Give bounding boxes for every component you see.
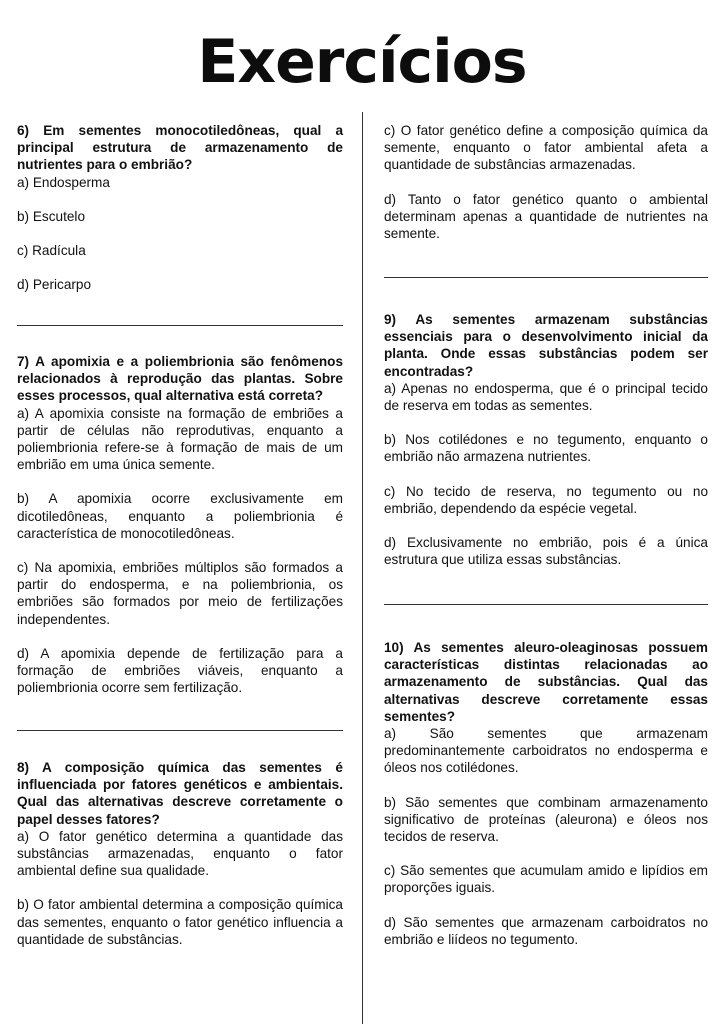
question-6 <box>17 122 343 293</box>
q7-option-b: b) A apomixia ocorre exclusivamente em dicotiledôneas, enquanto a poliembrionia é característica de monocotiledôneas. <box>17 491 343 541</box>
q6-option-d: d) Pericarpo <box>17 277 92 293</box>
q10-option-b: b) São sementes que combinam armazenamento significativo de proteínas (aleurona) e óleos nos tecidos de reserva. <box>384 794 708 845</box>
q7-option-a: a) A apomixia consiste na formação de embriões a partir de células não reprodutivas, enquanto a poliembrionia refere-se à formação de mais de um embrião em uma única semente. <box>17 405 343 473</box>
q6-option-c: c) Radícula <box>17 243 86 259</box>
question-10-text: 10) As sementes aleuro-oleaginosas possuem características distintas relacionadas ao armazenamento de substâncias. Qual das alternativas descreve corretamente essas sementes? <box>384 640 708 724</box>
question-8-text: 8) A composição química das sementes é influenciada por fatores genéticos e ambientais. Qual das alternativas descreve corretamente o papel desses fatores? <box>17 760 343 827</box>
page-title: Exercícios <box>197 27 527 97</box>
q8-option-a: a) O fator genético determina a quantidade das substâncias armazenadas, enquanto o fator ambiental define sua qualidade. <box>17 828 343 879</box>
q9-option-d: d) Exclusivamente no embrião, pois é a única estrutura que utiliza essas substâncias. <box>384 535 708 568</box>
q9-option-b: b) Nos cotilédones e no tegumento, enquanto o embrião não armazena nutrientes. <box>384 432 708 465</box>
separator-3 <box>384 277 708 278</box>
q7-option-d: d) A apomixia depende de fertilização para a formação de embriões viáveis, enquanto a poliembrionia ocorre sem fertilização. <box>17 645 343 696</box>
question-8-continued <box>384 122 708 242</box>
q6-option-b: b) Escutelo <box>17 208 86 224</box>
q8-option-c: c) O fator genético define a composição química da semente, enquanto o fator ambiental afeta a quantidade de substâncias armazenadas. <box>384 123 708 173</box>
question-6-text: 6) Em sementes monocotiledôneas, qual a principal estrutura de armazenamento de nutrientes para o embrião? <box>17 123 343 173</box>
q10-option-d: d) São sementes que armazenam carboidratos no embrião e liídeos no tegumento. <box>384 914 708 947</box>
question-7 <box>17 353 343 696</box>
question-9-text: 9) As sementes armazenam substâncias essenciais para o desenvolvimento inicial da planta. Onde essas substâncias podem ser encontradas? <box>384 312 708 379</box>
q9-option-a: a) Apenas no endosperma, que é o principal tecido de reserva em todas as sementes. <box>384 380 708 414</box>
q8-option-d: d) Tanto o fator genético quanto o ambiental determinam apenas a quantidade de nutrientes na semente. <box>384 191 708 242</box>
question-9 <box>384 311 708 568</box>
q8-option-b: b) O fator ambiental determina a composição química das sementes, enquanto o fator genético influencia a quantidade de substâncias. <box>17 897 343 947</box>
separator-1 <box>17 325 343 326</box>
separator-4 <box>384 604 708 605</box>
q9-option-c: c) No tecido de reserva, no tegumento ou no embrião, dependendo da espécie vegetal. <box>384 483 708 516</box>
question-10 <box>384 639 708 948</box>
q10-option-a: a) São sementes que armazenam predominantemente carboidratos no endosperma e óleos nos cotilédones. <box>384 726 708 776</box>
question-7-text: 7) A apomixia e a poliembrionia são fenômenos relacionados à reprodução das plantas. Sobre esses processos, qual alternativa está correta? <box>17 354 343 404</box>
separator-2 <box>17 730 343 731</box>
q6-option-a: a) Endosperma <box>17 174 110 190</box>
question-8 <box>17 759 343 948</box>
q10-option-c: c) São sementes que acumulam amido e lipídios em proporções iguais. <box>384 863 708 896</box>
column-divider <box>362 112 363 1024</box>
q7-option-c: c) Na apomixia, embriões múltiplos são formados a partir do endosperma, e na poliembrionia, os embriões são formados por meio de fertilizações independentes. <box>17 560 343 627</box>
